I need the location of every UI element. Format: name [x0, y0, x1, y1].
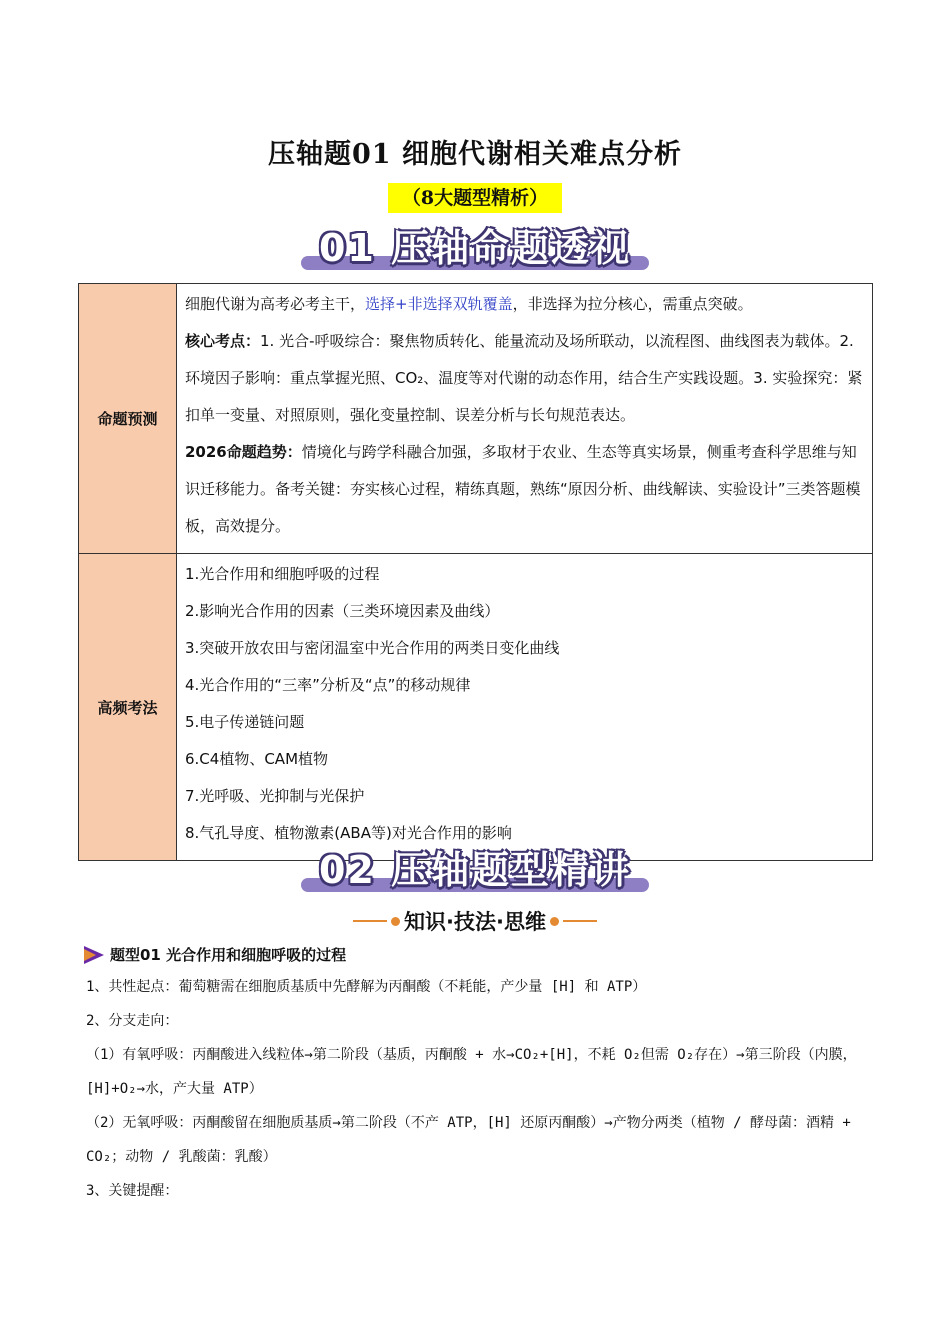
row-label-prediction: 命题预测	[79, 284, 177, 554]
list-item: 8.气孔导度、植物激素(ABA等)对光合作用的影响	[185, 824, 512, 842]
list-item: 7.光呼吸、光抑制与光保护	[185, 787, 365, 805]
prediction-content	[177, 284, 873, 554]
list-item: 3.突破开放农田与密闭温室中光合作用的两类日变化曲线	[185, 639, 560, 657]
body-paragraph: 2、分支走向：	[86, 1013, 179, 1029]
row-label-frequent: 高频考法	[79, 554, 177, 861]
table-row	[79, 284, 873, 554]
list-item: 4.光合作用的“三率”分析及“点”的移动规律	[185, 676, 471, 694]
core-points-label: 核心考点：	[185, 332, 261, 350]
knowledge-heading-text: 知识·技法·思维	[404, 910, 546, 934]
list-item: 2.影响光合作用的因素（三类环境因素及曲线）	[185, 602, 500, 620]
table-row	[79, 554, 873, 861]
core-points-text: 1. 光合-呼吸综合：聚焦物质转化、能量流动及场所联动，以流程图、曲线图表为载体。2. 环境因子影响：重点掌握光照、CO₂、温度等对代谢的动态作用，结合生产实践设题。3. 实验探究：紧扣单一变量、对照原则，强化变量控制、误差分析与长句规范表达。	[185, 332, 863, 424]
section-banner-1	[309, 228, 641, 268]
prediction-text-1b: ，非选择为拉分核心，需重点突破。	[512, 295, 753, 313]
list-item: 5.电子传递链问题	[185, 713, 305, 731]
list-item: 6.C4植物、CAM植物	[185, 750, 329, 768]
body-paragraph: （2）无氧呼吸：丙酮酸留在细胞质基质→第二阶段（不产 ATP，[H] 还原丙酮酸）→产物分两类（植物 / 酵母菌：酒精 + CO₂；动物 / 乳酸菌：乳酸）	[86, 1115, 851, 1165]
frequent-list	[177, 554, 873, 861]
page-title: 压轴题01 细胞代谢相关难点分析	[268, 139, 682, 170]
list-item: 1.光合作用和细胞呼吸的过程	[185, 565, 380, 583]
trend-text: 情境化与跨学科融合加强，多取材于农业、生态等真实场景，侧重考查科学思维与知识迁移能力。备考关键：夯实核心过程，精练真题，熟练“原因分析、曲线解读、实验设计”三类答题模板，高效提分。	[185, 443, 861, 535]
section-banner-2	[309, 850, 641, 890]
banner-1-text: 01 压轴命题透视	[318, 226, 632, 270]
trend-label: 2026命题趋势：	[185, 443, 302, 461]
body-text	[86, 970, 876, 1208]
prediction-text-1a: 细胞代谢为高考必考主干，	[185, 295, 366, 313]
page-subtitle: （8大题型精析）	[388, 183, 562, 213]
play-arrow-icon	[84, 946, 104, 964]
section-heading-text: 题型01 光合作用和细胞呼吸的过程	[110, 946, 347, 964]
body-paragraph: 1、共性起点：葡萄糖需在细胞质基质中先酵解为丙酮酸（不耗能，产少量 [H] 和 ATP）	[86, 979, 647, 995]
body-paragraph: （1）有氧呼吸：丙酮酸进入线粒体→第二阶段（基质，丙酮酸 + 水→CO₂+[H]，不耗 O₂但需 O₂存在）→第三阶段（内膜，[H]+O₂→水，产大量 ATP）	[86, 1047, 857, 1097]
knowledge-heading	[353, 906, 597, 936]
info-table	[78, 283, 873, 861]
banner-2-text: 02 压轴题型精讲	[318, 848, 632, 892]
section-heading	[84, 944, 346, 965]
body-paragraph: 3、关键提醒：	[86, 1183, 179, 1199]
highlight-text: 选择+非选择双轨覆盖	[365, 295, 513, 313]
